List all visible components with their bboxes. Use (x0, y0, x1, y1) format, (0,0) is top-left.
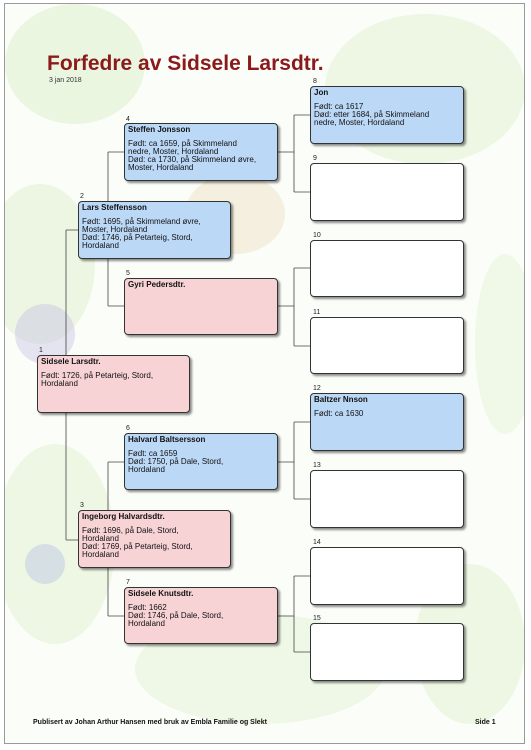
footer-publisher: Publisert av Johan Arthur Hansen med bruk av Embla Familie og Slekt (33, 719, 267, 726)
person-box-12[interactable] (310, 393, 464, 451)
person-detail: Født: 1726, på Petarteig, Stord, (41, 371, 154, 380)
person-number: 1 (39, 347, 43, 354)
person-number: 8 (313, 78, 317, 85)
person-name: Halvard Baltsersson (128, 435, 206, 444)
person-number: 10 (313, 232, 321, 239)
person-detail: Født: 1662 (128, 603, 167, 612)
person-detail: Død: 1746, på Petarteig, Stord, (82, 233, 193, 242)
person-name: Steffen Jonsson (128, 125, 191, 134)
person-name: Jon (314, 88, 329, 97)
person-box-1[interactable] (37, 355, 190, 413)
person-number: 5 (126, 270, 130, 277)
person-detail: Født: ca 1659 (128, 449, 178, 458)
person-detail: Død: 1746, på Dale, Stord, (128, 611, 224, 620)
person-number: 12 (313, 385, 321, 392)
person-detail: nedre, Moster, Hordaland (314, 118, 405, 127)
person-name: Sidsele Larsdtr. (41, 357, 101, 366)
person-box-2[interactable] (78, 201, 231, 259)
person-detail: Moster, Hordaland (82, 225, 148, 234)
person-name: Baltzer Nnson (314, 395, 368, 404)
person-detail: Hordaland (128, 465, 165, 474)
person-box-11[interactable] (310, 317, 464, 374)
person-box-10[interactable] (310, 240, 464, 297)
person-detail: Hordaland (82, 241, 119, 250)
person-box-7[interactable] (124, 587, 278, 644)
person-number: 15 (313, 615, 321, 622)
person-number: 4 (126, 116, 130, 123)
person-box-14[interactable] (310, 547, 464, 605)
person-name: Ingeborg Halvardsdtr. (82, 512, 165, 521)
person-detail: Hordaland (41, 379, 78, 388)
person-detail: Født: 1696, på Dale, Stord, (82, 526, 179, 535)
person-number: 14 (313, 539, 321, 546)
person-number: 3 (80, 502, 84, 509)
person-detail: nedre, Moster, Hordaland (128, 147, 219, 156)
person-detail: Født: 1695, på Skimmeland øvre, (82, 217, 201, 226)
person-detail: Født: ca 1630 (314, 409, 364, 418)
person-detail: Død: ca 1730, på Skimmeland øvre, (128, 155, 257, 164)
person-name: Lars Steffensson (82, 203, 147, 212)
person-detail: Født: ca 1617 (314, 102, 364, 111)
person-detail: Død: 1750, på Dale, Stord, (128, 457, 224, 466)
page-title: Forfedre av Sidsele Larsdtr. (47, 52, 324, 75)
person-name: Gyri Pedersdtr. (128, 280, 186, 289)
person-box-5[interactable] (124, 278, 278, 335)
person-detail: Hordaland (82, 550, 119, 559)
footer-page-number: Side 1 (475, 719, 496, 726)
person-detail: Hordaland (82, 534, 119, 543)
person-number: 9 (313, 155, 317, 162)
person-box-4[interactable] (124, 123, 278, 181)
person-box-9[interactable] (310, 163, 464, 221)
person-number: 2 (80, 193, 84, 200)
print-date: 3 jan 2018 (49, 77, 82, 84)
person-box-3[interactable] (78, 510, 231, 568)
person-number: 6 (126, 425, 130, 432)
person-name: Sidsele Knutsdtr. (128, 589, 194, 598)
person-box-8[interactable] (310, 86, 464, 144)
person-detail: Moster, Hordaland (128, 163, 194, 172)
person-number: 13 (313, 462, 321, 469)
person-detail: Hordaland (128, 619, 165, 628)
person-box-13[interactable] (310, 470, 464, 528)
person-number: 11 (313, 309, 321, 316)
person-detail: Død: 1769, på Petarteig, Stord, (82, 542, 193, 551)
person-detail: Født: ca 1659, på Skimmeland (128, 139, 237, 148)
person-box-6[interactable] (124, 433, 278, 490)
person-number: 7 (126, 579, 130, 586)
person-box-15[interactable] (310, 623, 464, 681)
person-detail: Død: etter 1684, på Skimmeland (314, 110, 430, 119)
